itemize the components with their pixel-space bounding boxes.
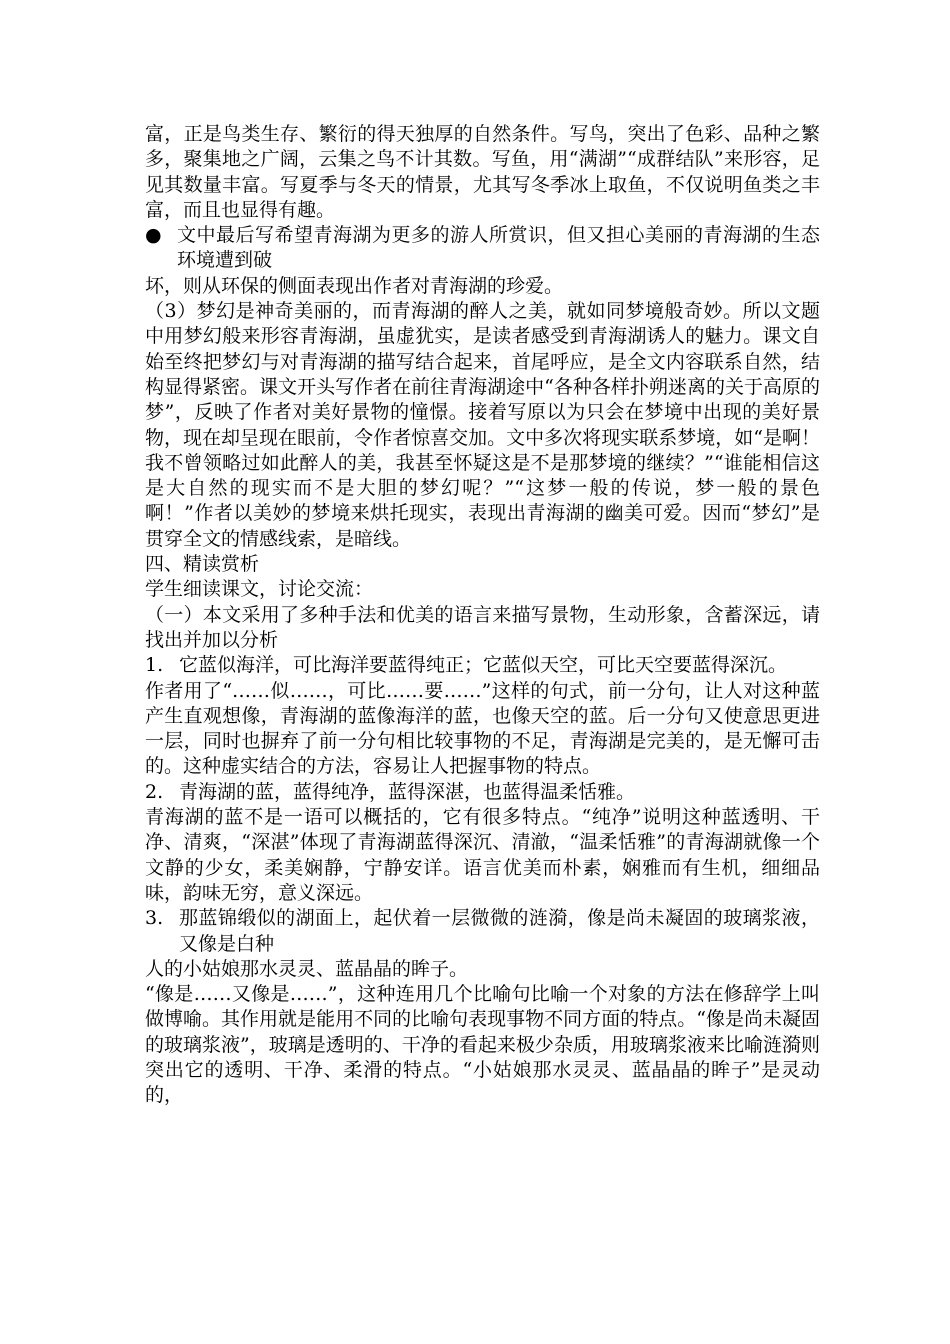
bullet-marker: ●: [145, 224, 162, 247]
numbered-marker: 1.: [145, 654, 164, 677]
bullet-item-ecology: [145, 223, 820, 274]
bullet-item-text: 文中最后写希望青海湖为更多的游人所赏识，但又担心美丽的青海湖的生态环境遭到破: [177, 224, 820, 272]
document-page: [145, 122, 820, 1109]
paragraph-analysis-2: 青海湖的蓝不是一语可以概括的，它有很多特点。“纯净”说明这种蓝透明、干净、清爽，“深湛”体现了青海湖蓝得深沉、清澈，“温柔恬雅”的青海湖就像一个文静的少女，柔美娴静，宁静安详。语言优美而朴素，娴雅而有生机，细细品味，韵味无穷，意义深远。: [145, 806, 820, 904]
paragraph-analysis-1: 作者用了“……似……，可比……要……”这样的句式，前一分句，让人对这种蓝产生直观想像，青海湖的蓝像海洋的蓝，也像天空的蓝。后一分句又使意思更进一层，同时也摒弃了前一分句相比较事物的不足，青海湖是完美的，是无懈可击的。这种虚实结合的方法，容易让人把握事物的特点。: [145, 679, 820, 778]
numbered-item-text: 那蓝锦缎似的湖面上，起伏着一层微微的涟漪，像是尚未凝固的玻璃浆液，又像是白种: [179, 907, 820, 955]
paragraph-item-continuation: 人的小姑娘那水灵灵、蓝晶晶的眸子。: [145, 957, 469, 980]
paragraph-question: （一）本文采用了多种手法和优美的语言来描写景物，生动形象，含蓄深远，请找出并加以分析: [145, 603, 820, 651]
paragraph-analysis-3: “像是……又像是……”，这种连用几个比喻句比喻一个对象的方法在修辞学上叫做博喻。其作用就是能用不同的比喻句表现事物不同方面的特点。“像是尚未凝固的玻璃浆液”，玻璃是透明的、干净的看起来极少杂质，用玻璃浆液来比喻涟漪则突出它的透明、干净、柔滑的特点。“小姑娘那水灵灵、蓝晶晶的眸子”是灵动的，: [145, 983, 820, 1107]
paragraph-birds-fish: 富，正是鸟类生存、繁衍的得天独厚的自然条件。写鸟，突出了色彩、品种之繁多，聚集地之广阔，云集之鸟不计其数。写鱼，用“满湖”“成群结队”来形容，足见其数量丰富。写夏季与冬天的情景，尤其写冬季冰上取鱼，不仅说明鱼类之丰富，而且也显得有趣。: [145, 123, 820, 221]
section-heading: 四、精读赏析: [145, 553, 260, 576]
numbered-item-text: 青海湖的蓝，蓝得纯净，蓝得深湛，也蓝得温柔恬雅。: [179, 780, 636, 803]
numbered-item-3: [145, 906, 820, 957]
numbered-item-text: 它蓝似海洋，可比海洋要蓝得纯正；它蓝似天空，可比天空要蓝得深沉。: [179, 654, 788, 677]
paragraph-discussion: 学生细读课文，讨论交流：: [145, 578, 374, 601]
paragraph-continuation: 坏，则从环保的侧面表现出作者对青海湖的珍爱。: [145, 274, 564, 297]
numbered-item-2: [145, 780, 820, 805]
numbered-marker: 3.: [145, 907, 164, 930]
numbered-item-1: [145, 653, 820, 678]
numbered-marker: 2.: [145, 780, 164, 803]
paragraph-dream: （3）梦幻是神奇美丽的，而青海湖的醉人之美，就如同梦境般奇妙。所以文题中用梦幻般来形容青海湖，虽虚犹实，是读者感受到青海湖诱人的魅力。课文自始至终把梦幻与对青海湖的描写结合起来，首尾呼应，是全文内容联系自然，结构显得紧密。课文开头写作者在前往青海湖途中“各种各样扑朔迷离的关于高原的梦”，反映了作者对美好景物的憧憬。接着写原以为只会在梦境中出现的美好景物，现在却呈现在眼前，令作者惊喜交加。文中多次将现实联系梦境，如“是啊！我不曾领略过如此醉人的美，我甚至怀疑这是不是那梦境的继续？”“谁能相信这是大自然的现实而不是大胆的梦幻呢？”“这梦一般的传说，梦一般的景色啊！”作者以美妙的梦境来烘托现实，表现出青海湖的幽美可爱。因而“梦幻”是贯穿全文的情感线索，是暗线。: [145, 300, 820, 550]
